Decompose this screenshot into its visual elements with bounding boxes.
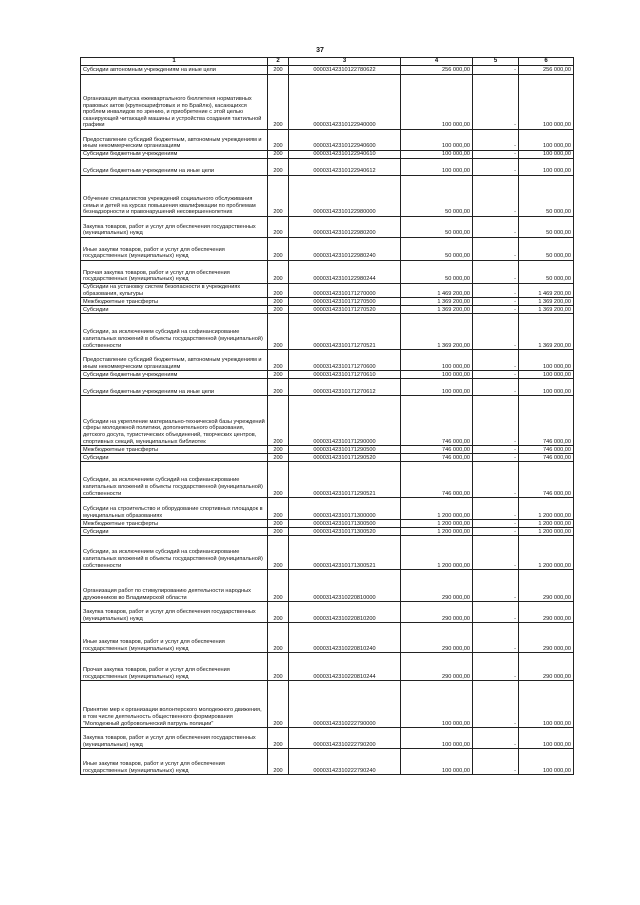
row-value-5: - xyxy=(473,379,519,396)
row-name: Субсидии бюджетным учреждениям на иные цели xyxy=(81,379,268,396)
row-code: 200 xyxy=(268,306,289,314)
row-value-4: 100 000,00 xyxy=(401,75,473,130)
row-value-5: - xyxy=(473,159,519,176)
row-value-5: - xyxy=(473,284,519,298)
row-value-5: - xyxy=(473,602,519,623)
row-value-4: 746 000,00 xyxy=(401,454,473,462)
table-row xyxy=(81,681,574,728)
row-value-5: - xyxy=(473,151,519,159)
row-name: Межбюджетные трансферты xyxy=(81,520,268,528)
row-classification: 00003142310171300521 xyxy=(289,536,401,570)
row-value-4: 100 000,00 xyxy=(401,350,473,371)
row-code: 200 xyxy=(268,217,289,238)
row-value-5: - xyxy=(473,498,519,520)
row-value-6: 100 000,00 xyxy=(519,350,574,371)
row-code: 200 xyxy=(268,314,289,350)
row-value-5: - xyxy=(473,681,519,728)
row-code: 200 xyxy=(268,261,289,284)
row-code: 200 xyxy=(268,520,289,528)
row-name: Субсидии бюджетным учреждениям xyxy=(81,151,268,159)
row-value-5: - xyxy=(473,520,519,528)
row-name: Субсидии автономным учреждениям на иные цели xyxy=(81,66,268,75)
row-name: Организация выпуска ежеквартального бюллетеня нормативных правовых актов (крупношрифтовых и по Брайлю), касающихся проблем инвалидов по зрению, и приобретение с этой целью сканирующей читающей машины и устройства создания тактильной графики xyxy=(81,75,268,130)
row-value-6: 290 000,00 xyxy=(519,623,574,653)
table-row xyxy=(81,749,574,775)
column-header: 2 xyxy=(268,58,289,66)
row-value-5: - xyxy=(473,130,519,151)
row-code: 200 xyxy=(268,298,289,306)
row-code: 200 xyxy=(268,681,289,728)
row-value-4: 746 000,00 xyxy=(401,396,473,446)
row-value-6: 746 000,00 xyxy=(519,454,574,462)
row-classification: 00003142310222790000 xyxy=(289,681,401,728)
row-code: 200 xyxy=(268,379,289,396)
row-name: Субсидии xyxy=(81,454,268,462)
table-row xyxy=(81,75,574,130)
budget-table xyxy=(80,57,574,775)
row-value-4: 1 369 200,00 xyxy=(401,314,473,350)
row-value-4: 290 000,00 xyxy=(401,602,473,623)
row-value-5: - xyxy=(473,570,519,602)
row-classification: 00003142310122940612 xyxy=(289,159,401,176)
row-name: Принятие мер к организации волонтерского молодежного движения, в том числе деятельность общественного формирования "Молодежный добровольческий патруль полиции" xyxy=(81,681,268,728)
row-value-6: 1 200 000,00 xyxy=(519,498,574,520)
row-classification: 00003142310171300500 xyxy=(289,520,401,528)
table-row xyxy=(81,238,574,261)
row-value-6: 746 000,00 xyxy=(519,396,574,446)
row-name: Прочая закупка товаров, работ и услуг для обеспечения государственных (муниципальных) нужд xyxy=(81,261,268,284)
row-name: Иные закупки товаров, работ и услуг для обеспечения государственных (муниципальных) нужд xyxy=(81,238,268,261)
row-classification: 00003142310122980240 xyxy=(289,238,401,261)
table-row xyxy=(81,536,574,570)
row-value-4: 100 000,00 xyxy=(401,728,473,749)
table-row xyxy=(81,314,574,350)
row-classification: 00003142310171290520 xyxy=(289,454,401,462)
row-value-4: 1 200 000,00 xyxy=(401,536,473,570)
row-name: Обучение специалистов учреждений социального обслуживания семьи и детей на курсах повышения квалификации по проблемам безнадзорности и правонарушений несовершеннолетних xyxy=(81,176,268,217)
header-row xyxy=(81,58,574,66)
row-value-5: - xyxy=(473,314,519,350)
row-value-6: 100 000,00 xyxy=(519,728,574,749)
column-header: 1 xyxy=(81,58,268,66)
row-value-6: 100 000,00 xyxy=(519,681,574,728)
row-classification: 00003142310220810200 xyxy=(289,602,401,623)
row-value-6: 100 000,00 xyxy=(519,749,574,775)
row-classification: 00003142310220810244 xyxy=(289,653,401,681)
row-value-5: - xyxy=(473,446,519,454)
row-code: 200 xyxy=(268,371,289,379)
row-value-6: 290 000,00 xyxy=(519,653,574,681)
row-value-5: - xyxy=(473,396,519,446)
row-value-5: - xyxy=(473,623,519,653)
row-classification: 00003142310171270600 xyxy=(289,350,401,371)
row-classification: 00003142310171290000 xyxy=(289,396,401,446)
row-value-4: 50 000,00 xyxy=(401,217,473,238)
row-name: Субсидии, за исключением субсидий на софинансирование капитальных вложений в объекты государственной (муниципальной) собственности xyxy=(81,462,268,498)
row-classification: 00003142310122980200 xyxy=(289,217,401,238)
table-row xyxy=(81,151,574,159)
row-value-4: 290 000,00 xyxy=(401,623,473,653)
row-name: Организация работ по стимулированию деятельности народных дружинников во Владимирской области xyxy=(81,570,268,602)
row-value-4: 100 000,00 xyxy=(401,371,473,379)
row-code: 200 xyxy=(268,446,289,454)
table-row xyxy=(81,176,574,217)
row-value-4: 290 000,00 xyxy=(401,570,473,602)
row-value-6: 100 000,00 xyxy=(519,151,574,159)
row-code: 200 xyxy=(268,159,289,176)
table-row xyxy=(81,454,574,462)
table-row xyxy=(81,159,574,176)
row-value-6: 746 000,00 xyxy=(519,446,574,454)
row-value-6: 50 000,00 xyxy=(519,176,574,217)
row-code: 200 xyxy=(268,623,289,653)
row-classification: 00003142310220810240 xyxy=(289,623,401,653)
row-value-6: 1 200 000,00 xyxy=(519,520,574,528)
column-header: 5 xyxy=(473,58,519,66)
row-classification: 00003142310222790240 xyxy=(289,749,401,775)
row-value-6: 1 200 000,00 xyxy=(519,536,574,570)
row-name: Иные закупки товаров, работ и услуг для обеспечения государственных (муниципальных) нужд xyxy=(81,623,268,653)
table-row xyxy=(81,623,574,653)
table-row xyxy=(81,528,574,536)
row-value-6: 100 000,00 xyxy=(519,130,574,151)
row-value-5: - xyxy=(473,306,519,314)
row-value-5: - xyxy=(473,528,519,536)
column-header: 3 xyxy=(289,58,401,66)
row-value-6: 50 000,00 xyxy=(519,217,574,238)
row-value-4: 50 000,00 xyxy=(401,261,473,284)
row-code: 200 xyxy=(268,749,289,775)
row-code: 200 xyxy=(268,350,289,371)
row-classification: 00003142310171270521 xyxy=(289,314,401,350)
row-value-5: - xyxy=(473,536,519,570)
row-value-5: - xyxy=(473,66,519,75)
row-code: 200 xyxy=(268,284,289,298)
row-classification: 00003142310122940610 xyxy=(289,151,401,159)
row-name: Прочая закупка товаров, работ и услуг для обеспечения государственных (муниципальных) нужд xyxy=(81,653,268,681)
row-value-4: 746 000,00 xyxy=(401,462,473,498)
row-classification: 00003142310122940600 xyxy=(289,130,401,151)
row-code: 200 xyxy=(268,176,289,217)
row-classification: 00003142310171290500 xyxy=(289,446,401,454)
row-value-5: - xyxy=(473,176,519,217)
row-value-4: 1 469 200,00 xyxy=(401,284,473,298)
row-value-6: 1 469 200,00 xyxy=(519,284,574,298)
row-value-4: 100 000,00 xyxy=(401,749,473,775)
row-classification: 00003142310171300000 xyxy=(289,498,401,520)
row-value-4: 1 200 000,00 xyxy=(401,498,473,520)
row-classification: 00003142310122980000 xyxy=(289,176,401,217)
row-value-6: 1 200 000,00 xyxy=(519,528,574,536)
row-value-5: - xyxy=(473,728,519,749)
row-code: 200 xyxy=(268,528,289,536)
row-code: 200 xyxy=(268,462,289,498)
row-name: Межбюджетные трансферты xyxy=(81,298,268,306)
row-value-6: 50 000,00 xyxy=(519,238,574,261)
row-value-5: - xyxy=(473,749,519,775)
row-classification: 00003142310220810000 xyxy=(289,570,401,602)
row-code: 200 xyxy=(268,454,289,462)
row-value-4: 100 000,00 xyxy=(401,151,473,159)
row-name: Субсидии на строительство и оборудование спортивных площадок в муниципальных образованиях xyxy=(81,498,268,520)
row-name: Субсидии на установку систем безопасности в учреждениях образования, культуры xyxy=(81,284,268,298)
row-value-5: - xyxy=(473,298,519,306)
row-value-5: - xyxy=(473,371,519,379)
row-name: Субсидии, за исключением субсидий на софинансирование капитальных вложений в объекты государственной (муниципальной) собственности xyxy=(81,536,268,570)
row-value-6: 100 000,00 xyxy=(519,159,574,176)
table-row xyxy=(81,306,574,314)
table-row xyxy=(81,371,574,379)
table-row xyxy=(81,520,574,528)
row-code: 200 xyxy=(268,602,289,623)
table-row xyxy=(81,284,574,298)
row-classification: 00003142310122780622 xyxy=(289,66,401,75)
table-body xyxy=(81,66,574,775)
row-value-6: 100 000,00 xyxy=(519,371,574,379)
row-value-6: 50 000,00 xyxy=(519,261,574,284)
row-classification: 00003142310171270520 xyxy=(289,306,401,314)
row-code: 200 xyxy=(268,728,289,749)
row-classification: 00003142310122940000 xyxy=(289,75,401,130)
table-row xyxy=(81,653,574,681)
row-code: 200 xyxy=(268,130,289,151)
row-code: 200 xyxy=(268,238,289,261)
table-row xyxy=(81,379,574,396)
row-value-5: - xyxy=(473,454,519,462)
row-value-6: 256 000,00 xyxy=(519,66,574,75)
row-name: Закупка товаров, работ и услуг для обеспечения государственных (муниципальных) нужд xyxy=(81,217,268,238)
row-code: 200 xyxy=(268,653,289,681)
row-value-5: - xyxy=(473,653,519,681)
row-value-6: 290 000,00 xyxy=(519,602,574,623)
table-row xyxy=(81,728,574,749)
row-value-4: 50 000,00 xyxy=(401,176,473,217)
row-code: 200 xyxy=(268,151,289,159)
table-row xyxy=(81,350,574,371)
row-value-5: - xyxy=(473,238,519,261)
column-header: 4 xyxy=(401,58,473,66)
table-row xyxy=(81,217,574,238)
row-code: 200 xyxy=(268,75,289,130)
row-value-4: 1 200 000,00 xyxy=(401,528,473,536)
row-code: 200 xyxy=(268,396,289,446)
row-value-4: 1 369 200,00 xyxy=(401,306,473,314)
table-row xyxy=(81,570,574,602)
row-value-4: 256 000,00 xyxy=(401,66,473,75)
row-name: Субсидии бюджетным учреждениям xyxy=(81,371,268,379)
row-value-5: - xyxy=(473,261,519,284)
table-row xyxy=(81,298,574,306)
table-row xyxy=(81,446,574,454)
row-name: Субсидии xyxy=(81,306,268,314)
row-classification: 00003142310171300520 xyxy=(289,528,401,536)
row-name: Предоставление субсидий бюджетным, автономным учреждениям и иным некоммерческим организациям xyxy=(81,130,268,151)
table-row xyxy=(81,602,574,623)
row-name: Иные закупки товаров, работ и услуг для обеспечения государственных (муниципальных) нужд xyxy=(81,749,268,775)
table-row xyxy=(81,130,574,151)
row-value-5: - xyxy=(473,217,519,238)
table-row xyxy=(81,261,574,284)
row-value-6: 290 000,00 xyxy=(519,570,574,602)
table-row xyxy=(81,396,574,446)
table-row xyxy=(81,498,574,520)
row-value-5: - xyxy=(473,462,519,498)
row-value-6: 100 000,00 xyxy=(519,379,574,396)
row-value-6: 1 369 200,00 xyxy=(519,314,574,350)
row-value-4: 1 369 200,00 xyxy=(401,298,473,306)
row-classification: 00003142310171270610 xyxy=(289,371,401,379)
row-value-6: 1 369 200,00 xyxy=(519,298,574,306)
row-code: 200 xyxy=(268,570,289,602)
row-value-6: 100 000,00 xyxy=(519,75,574,130)
row-value-4: 100 000,00 xyxy=(401,379,473,396)
row-value-6: 1 369 200,00 xyxy=(519,306,574,314)
row-name: Субсидии xyxy=(81,528,268,536)
row-value-4: 50 000,00 xyxy=(401,238,473,261)
row-name: Субсидии на укрепление материально-технической базы учреждений сферы молодежной политики, дополнительного образования, детского досуга, туристических объединений, творческих центров, спортивных секций, муниципальных библиотек xyxy=(81,396,268,446)
row-classification: 00003142310171270612 xyxy=(289,379,401,396)
row-value-5: - xyxy=(473,350,519,371)
row-classification: 00003142310171270000 xyxy=(289,284,401,298)
row-classification: 00003142310171270500 xyxy=(289,298,401,306)
column-header: 6 xyxy=(519,58,574,66)
page-number: 37 xyxy=(316,47,324,54)
row-code: 200 xyxy=(268,536,289,570)
row-value-4: 290 000,00 xyxy=(401,653,473,681)
table-row xyxy=(81,66,574,75)
row-name: Субсидии, за исключением субсидий на софинансирование капитальных вложений в объекты государственной (муниципальной) собственности xyxy=(81,314,268,350)
row-value-4: 100 000,00 xyxy=(401,130,473,151)
row-name: Предоставление субсидий бюджетным, автономным учреждениям и иным некоммерческим организациям xyxy=(81,350,268,371)
row-classification: 00003142310222790200 xyxy=(289,728,401,749)
row-name: Закупка товаров, работ и услуг для обеспечения государственных (муниципальных) нужд xyxy=(81,602,268,623)
row-classification: 00003142310122980244 xyxy=(289,261,401,284)
row-value-4: 100 000,00 xyxy=(401,681,473,728)
row-value-4: 746 000,00 xyxy=(401,446,473,454)
row-value-4: 100 000,00 xyxy=(401,159,473,176)
row-code: 200 xyxy=(268,498,289,520)
row-classification: 00003142310171290521 xyxy=(289,462,401,498)
row-name: Закупка товаров, работ и услуг для обеспечения государственных (муниципальных) нужд xyxy=(81,728,268,749)
row-name: Субсидии бюджетным учреждениям на иные цели xyxy=(81,159,268,176)
row-value-4: 1 200 000,00 xyxy=(401,520,473,528)
table-row xyxy=(81,462,574,498)
row-value-6: 746 000,00 xyxy=(519,462,574,498)
row-code: 200 xyxy=(268,66,289,75)
row-value-5: - xyxy=(473,75,519,130)
row-name: Межбюджетные трансферты xyxy=(81,446,268,454)
